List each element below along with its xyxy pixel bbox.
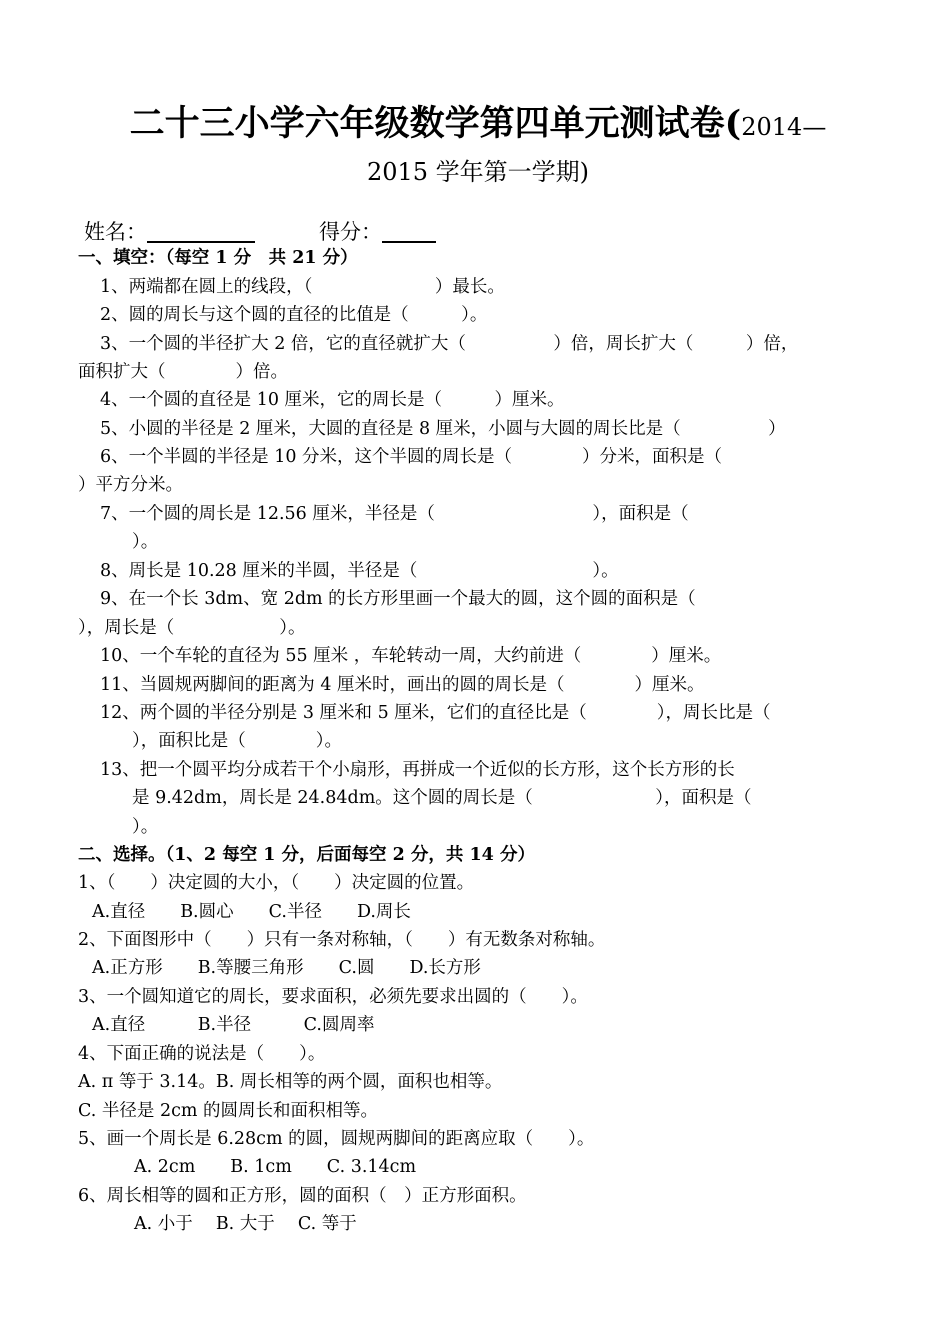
name-blank	[147, 221, 255, 243]
fill-question-13: 13、把一个圆平均分成若干个小扇形，再拼成一个近似的长方形，这个长方形的长	[100, 760, 735, 780]
fill-question-12: 12、两个圆的半径分别是 3 厘米和 5 厘米，它们的直径比是（ ），周长比是（	[100, 703, 771, 723]
choice-question-2-options: A.正方形 B.等腰三角形 C.圆 D.长方形	[92, 958, 481, 978]
fill-question-3-cont: 面积扩大（ ）倍。	[78, 362, 288, 382]
section1-heading: 一、填空：（每空 1 分 共 21 分）	[78, 248, 358, 268]
fill-question-11: 11、当圆规两脚间的距离为 4 厘米时，画出的圆的周长是（ ）厘米。	[100, 675, 705, 695]
choice-question-6-options: A. 小于 B. 大于 C. 等于	[134, 1214, 357, 1234]
fill-question-6: 6、一个半圆的半径是 10 分米，这个半圆的周长是（ ）分米，面积是（	[100, 447, 723, 467]
fill-question-7-cont: ）。	[132, 532, 159, 552]
fill-question-5: 5、小圆的半径是 2 厘米，大圆的直径是 8 厘米，小圆与大圆的周长比是（ ）	[100, 419, 786, 439]
name-label: 姓名：	[84, 220, 147, 244]
choice-question-4-options-ab: A. π 等于 3.14。B. 周长相等的两个圆，面积也相等。	[78, 1072, 503, 1092]
exam-subtitle: 2015 学年第一学期)	[366, 158, 590, 186]
fill-question-10: 10、一个车轮的直径为 55 厘米 ，车轮转动一周，大约前进（ ）厘米。	[100, 646, 722, 666]
section2-heading: 二、选择。（1、2 每空 1 分，后面每空 2 分，共 14 分）	[78, 845, 535, 865]
choice-question-4-option-c: C. 半径是 2cm 的圆周长和面积相等。	[78, 1101, 379, 1121]
fill-question-13-end: ）。	[132, 817, 159, 837]
choice-question-5: 5、画一个周长是 6.28cm 的圆，圆规两脚间的距离应取（ ）。	[78, 1129, 595, 1149]
score-label: 得分：	[319, 220, 382, 244]
choice-question-6: 6、周长相等的圆和正方形，圆的面积（ ）正方形面积。	[78, 1186, 527, 1206]
exam-title	[78, 96, 878, 146]
fill-question-9-cont: ），周长是（ ）。	[78, 618, 306, 638]
fill-question-3: 3、一个圆的半径扩大 2 倍，它的直径就扩大（ ）倍，周长扩大（ ）倍，	[100, 334, 799, 354]
fill-question-12-cont: ），面积比是（ ）。	[132, 731, 342, 751]
fill-question-8: 8、周长是 10.28 厘米的半圆，半径是（ ）。	[100, 561, 619, 581]
title-main: 二十三小学六年级数学第四单元测试卷(	[129, 103, 742, 144]
score-blank	[382, 221, 436, 243]
fill-question-7: 7、一个圆的周长是 12.56 厘米，半径是（ ），面积是（	[100, 504, 689, 524]
choice-question-3: 3、一个圆知道它的周长，要求面积，必须先要求出圆的（ ）。	[78, 987, 588, 1007]
fill-question-6-cont: ）平方分米。	[78, 475, 183, 495]
fill-question-1: 1、两端都在圆上的线段，（ ）最长。	[100, 277, 505, 297]
name-score-row	[84, 216, 436, 246]
fill-question-9: 9、在一个长 3dm、宽 2dm 的长方形里画一个最大的圆，这个圆的面积是（	[100, 589, 696, 609]
fill-question-4: 4、一个圆的直径是 10 厘米，它的周长是（ ）厘米。	[100, 390, 565, 410]
choice-question-1: 1、（ ）决定圆的大小，（ ）决定圆的位置。	[78, 873, 475, 893]
choice-question-2: 2、下面图形中（ ）只有一条对称轴，（ ）有无数条对称轴。	[78, 930, 606, 950]
choice-question-1-options: A.直径 B.圆心 C.半径 D.周长	[92, 902, 411, 922]
fill-question-13-cont: 是 9.42dm，周长是 24.84dm。这个圆的周长是（ ），面积是（	[132, 788, 752, 808]
choice-question-5-options: A. 2cm B. 1cm C. 3.14cm	[134, 1157, 417, 1177]
choice-question-3-options: A.直径 B.半径 C.圆周率	[92, 1015, 375, 1035]
fill-question-2: 2、圆的周长与这个圆的直径的比值是（ ）。	[100, 305, 488, 325]
title-year-part: 2014—	[741, 113, 827, 141]
choice-question-4: 4、下面正确的说法是（ ）。	[78, 1044, 326, 1064]
